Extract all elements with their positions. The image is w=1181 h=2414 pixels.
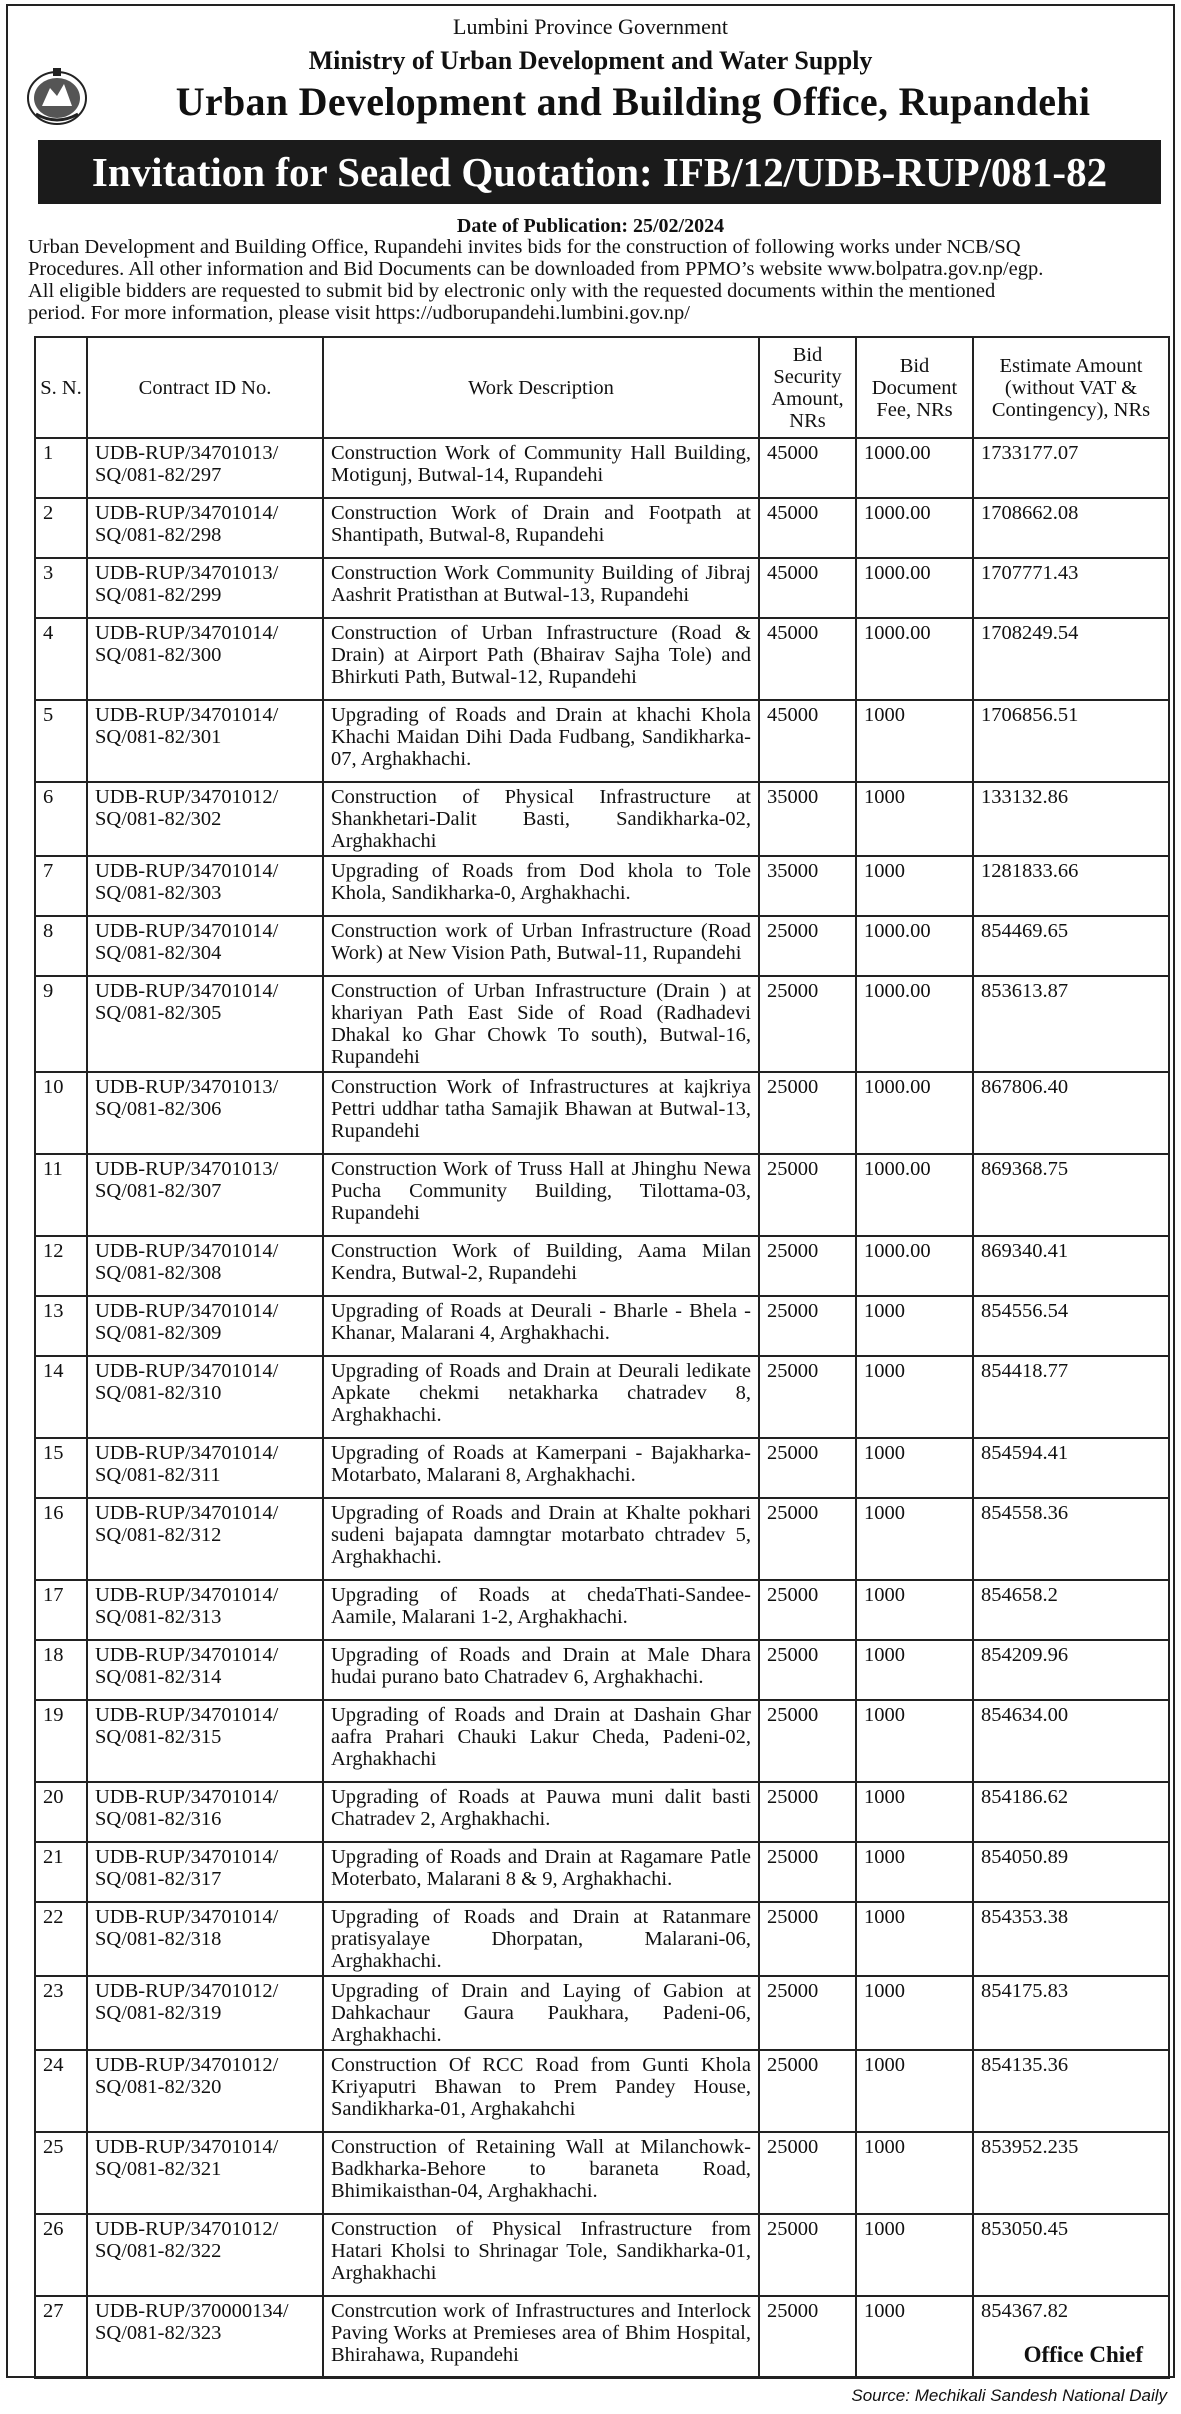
- header-work-description: Work Description: [323, 337, 759, 438]
- sn-cell: 7: [35, 856, 87, 916]
- table-row: [35, 1072, 1169, 1154]
- fee-cell: 1000: [856, 1498, 973, 1580]
- sn-cell: 5: [35, 700, 87, 782]
- fee-cell: 1000.00: [856, 916, 973, 976]
- table-row: [35, 1580, 1169, 1640]
- contract-id-cell: UDB-RUP/34701014/ SQ/081-82/316: [87, 1782, 323, 1842]
- estimate-cell: 853050.45: [973, 2214, 1169, 2296]
- table-row: [35, 1782, 1169, 1842]
- description-cell: Upgrading of Roads at Pauwa muni dalit basti Chatradev 2, Arghakhachi.: [323, 1782, 759, 1842]
- header-contract-id: Contract ID No.: [87, 337, 323, 438]
- contract-id-cell: UDB-RUP/34701014/ SQ/081-82/314: [87, 1640, 323, 1700]
- fee-cell: 1000: [856, 1356, 973, 1438]
- security-cell: 25000: [759, 1072, 856, 1154]
- description-cell: Upgrading of Roads and Drain at Khalte pokhari sudeni bajapata damngtar motarbato chtradev 5, Arghakhachi.: [323, 1498, 759, 1580]
- contract-id-cell: UDB-RUP/34701012/ SQ/081-82/302: [87, 782, 323, 856]
- office-name: Urban Development and Building Office, Rupandehi: [175, 79, 1091, 124]
- sn-cell: 24: [35, 2050, 87, 2132]
- security-cell: 45000: [759, 498, 856, 558]
- sn-cell: 8: [35, 916, 87, 976]
- fee-cell: 1000.00: [856, 976, 973, 1072]
- contract-id-cell: UDB-RUP/370000134/ SQ/081-82/323: [87, 2296, 323, 2378]
- description-cell: Construction of Physical Infrastructure from Hatari Kholsi to Shrinagar Tole, Sandikharka-01, Arghakhachi: [323, 2214, 759, 2296]
- sn-cell: 27: [35, 2296, 87, 2378]
- fee-cell: 1000: [856, 2214, 973, 2296]
- sn-cell: 25: [35, 2132, 87, 2214]
- estimate-cell: 1281833.66: [973, 856, 1169, 916]
- contract-id-cell: UDB-RUP/34701014/ SQ/081-82/303: [87, 856, 323, 916]
- intro-line: Urban Development and Building Office, Rupandehi invites bids for the construction of following works under NCB/SQ: [28, 236, 1021, 258]
- table-row: [35, 498, 1169, 558]
- intro-line: period. For more information, please visit https://udborupandehi.lumbini.gov.np/: [28, 302, 690, 324]
- contract-id-cell: UDB-RUP/34701013/ SQ/081-82/297: [87, 438, 323, 498]
- sn-cell: 10: [35, 1072, 87, 1154]
- table-row: [35, 1296, 1169, 1356]
- fee-cell: 1000: [856, 1842, 973, 1902]
- security-cell: 25000: [759, 1976, 856, 2050]
- estimate-cell: 854353.38: [973, 1902, 1169, 1976]
- security-cell: 25000: [759, 1842, 856, 1902]
- table-row: [35, 1438, 1169, 1498]
- security-cell: 45000: [759, 700, 856, 782]
- contract-id-cell: UDB-RUP/34701014/ SQ/081-82/312: [87, 1498, 323, 1580]
- contract-id-cell: UDB-RUP/34701014/ SQ/081-82/300: [87, 618, 323, 700]
- description-cell: Construction of Physical Infrastructure at Shankhetari-Dalit Basti, Sandikharka-02, Arghakhachi: [323, 782, 759, 856]
- sn-cell: 4: [35, 618, 87, 700]
- sn-cell: 15: [35, 1438, 87, 1498]
- estimate-cell: 869368.75: [973, 1154, 1169, 1236]
- intro-line: Procedures. All other information and Bid Documents can be downloaded from PPMO’s website www.bolpatra.gov.np/egp.: [28, 258, 1044, 280]
- estimate-cell: 1707771.43: [973, 558, 1169, 618]
- security-cell: 35000: [759, 856, 856, 916]
- estimate-cell: 854594.41: [973, 1438, 1169, 1498]
- description-cell: Upgrading of Roads and Drain at Ratanmare pratisyalaye Dhorpatan, Malarani-06, Arghakhachi.: [323, 1902, 759, 1976]
- table-row: [35, 916, 1169, 976]
- table-row: [35, 1356, 1169, 1438]
- table-row: [35, 1902, 1169, 1976]
- estimate-cell: 867806.40: [973, 1072, 1169, 1154]
- table-row: [35, 558, 1169, 618]
- header-bid-security: Bid Security Amount, NRs: [759, 337, 856, 438]
- table-row: [35, 2132, 1169, 2214]
- signature: Office Chief: [1023, 2342, 1143, 2367]
- estimate-cell: 853613.87: [973, 976, 1169, 1072]
- security-cell: 45000: [759, 558, 856, 618]
- sn-cell: 23: [35, 1976, 87, 2050]
- security-cell: 25000: [759, 1498, 856, 1580]
- estimate-cell: 854175.83: [973, 1976, 1169, 2050]
- table-row: [35, 976, 1169, 1072]
- table-row: [35, 2296, 1169, 2378]
- sn-cell: 18: [35, 1640, 87, 1700]
- estimate-cell: 1706856.51: [973, 700, 1169, 782]
- security-cell: 35000: [759, 782, 856, 856]
- fee-cell: 1000: [856, 1782, 973, 1842]
- description-cell: Construction work of Urban Infrastructure (Road Work) at New Vision Path, Butwal-11, Rupandehi: [323, 916, 759, 976]
- estimate-cell: 1708249.54: [973, 618, 1169, 700]
- estimate-cell: 854135.36: [973, 2050, 1169, 2132]
- fee-cell: 1000: [856, 1640, 973, 1700]
- header-sn: S. N.: [35, 337, 87, 438]
- fee-cell: 1000: [856, 782, 973, 856]
- description-cell: Construction Work of Building, Aama Milan Kendra, Butwal-2, Rupandehi: [323, 1236, 759, 1296]
- contract-id-cell: UDB-RUP/34701012/ SQ/081-82/322: [87, 2214, 323, 2296]
- description-cell: Upgrading of Roads and Drain at Ragamare Patle Moterbato, Malarani 8 & 9, Arghakhachi.: [323, 1842, 759, 1902]
- fee-cell: 1000: [856, 1580, 973, 1640]
- sn-cell: 17: [35, 1580, 87, 1640]
- estimate-cell: 854367.82: [973, 2296, 1169, 2378]
- description-cell: Construction of Urban Infrastructure (Road & Drain) at Airport Path (Bhairav Sajha Tole) and Bhirkuti Path, Butwal-12, Rupandehi: [323, 618, 759, 700]
- sn-cell: 20: [35, 1782, 87, 1842]
- table-row: [35, 2214, 1169, 2296]
- estimate-cell: 854186.62: [973, 1782, 1169, 1842]
- description-cell: Upgrading of Roads at chedaThati-Sandee-Aamile, Malarani 1-2, Arghakhachi.: [323, 1580, 759, 1640]
- security-cell: 25000: [759, 1296, 856, 1356]
- fee-cell: 1000: [856, 2132, 973, 2214]
- fee-cell: 1000: [856, 1438, 973, 1498]
- description-cell: Upgrading of Roads and Drain at Deurali ledikate Apkate chekmi netakharka chatradev 8, Arghakhachi.: [323, 1356, 759, 1438]
- notice-header: [8, 6, 1173, 128]
- description-cell: Upgrading of Roads at Deurali - Bharle - Bhela - Khanar, Malarani 4, Arghakhachi.: [323, 1296, 759, 1356]
- fee-cell: 1000: [856, 2296, 973, 2378]
- contract-id-cell: UDB-RUP/34701013/ SQ/081-82/306: [87, 1072, 323, 1154]
- table-row: [35, 700, 1169, 782]
- contracts-table: [34, 336, 1170, 2379]
- estimate-cell: 854050.89: [973, 1842, 1169, 1902]
- description-cell: Construction Work of Infrastructures at kajkriya Pettri uddhar tatha Samajik Bhawan at Butwal-13, Rupandehi: [323, 1072, 759, 1154]
- table-row: [35, 856, 1169, 916]
- fee-cell: 1000.00: [856, 1072, 973, 1154]
- estimate-cell: 854556.54: [973, 1296, 1169, 1356]
- contract-id-cell: UDB-RUP/34701014/ SQ/081-82/317: [87, 1842, 323, 1902]
- fee-cell: 1000: [856, 1700, 973, 1782]
- intro-paragraph: [28, 236, 1163, 324]
- contract-id-cell: UDB-RUP/34701012/ SQ/081-82/320: [87, 2050, 323, 2132]
- contract-id-cell: UDB-RUP/34701014/ SQ/081-82/315: [87, 1700, 323, 1782]
- sn-cell: 9: [35, 976, 87, 1072]
- description-cell: Upgrading of Roads and Drain at Male Dhara hudai purano bato Chatradev 6, Arghakhachi.: [323, 1640, 759, 1700]
- security-cell: 25000: [759, 2214, 856, 2296]
- estimate-cell: 869340.41: [973, 1236, 1169, 1296]
- security-cell: 25000: [759, 916, 856, 976]
- notice-title: Invitation for Sealed Quotation: IFB/12/UDB-RUP/081-82: [38, 140, 1161, 204]
- fee-cell: 1000.00: [856, 438, 973, 498]
- table-row: [35, 782, 1169, 856]
- table-row: [35, 1976, 1169, 2050]
- estimate-cell: 854658.2: [973, 1580, 1169, 1640]
- table-row: [35, 1498, 1169, 1580]
- description-cell: Upgrading of Roads from Dod khola to Tole Khola, Sandikharka-0, Arghakhachi.: [323, 856, 759, 916]
- contract-id-cell: UDB-RUP/34701014/ SQ/081-82/309: [87, 1296, 323, 1356]
- security-cell: 25000: [759, 1782, 856, 1842]
- security-cell: 25000: [759, 1154, 856, 1236]
- sn-cell: 12: [35, 1236, 87, 1296]
- fee-cell: 1000: [856, 2050, 973, 2132]
- description-cell: Upgrading of Roads and Drain at khachi Khola Khachi Maidan Dihi Dada Fudbang, Sandikharka-07, Arghakhachi.: [323, 700, 759, 782]
- sn-cell: 11: [35, 1154, 87, 1236]
- header-estimate: Estimate Amount (without VAT & Contingency), NRs: [973, 337, 1169, 438]
- fee-cell: 1000.00: [856, 558, 973, 618]
- sn-cell: 6: [35, 782, 87, 856]
- security-cell: 25000: [759, 1438, 856, 1498]
- estimate-cell: 854418.77: [973, 1356, 1169, 1438]
- sn-cell: 14: [35, 1356, 87, 1438]
- contract-id-cell: UDB-RUP/34701012/ SQ/081-82/319: [87, 1976, 323, 2050]
- table-row: [35, 2050, 1169, 2132]
- security-cell: 25000: [759, 976, 856, 1072]
- description-cell: Construction Work of Community Hall Building, Motigunj, Butwal-14, Rupandehi: [323, 438, 759, 498]
- table-row: [35, 1236, 1169, 1296]
- header-bid-fee: Bid Document Fee, NRs: [856, 337, 973, 438]
- security-cell: 25000: [759, 1580, 856, 1640]
- sn-cell: 21: [35, 1842, 87, 1902]
- contract-id-cell: UDB-RUP/34701014/ SQ/081-82/318: [87, 1902, 323, 1976]
- security-cell: 25000: [759, 1902, 856, 1976]
- table-row: [35, 1640, 1169, 1700]
- contract-id-cell: UDB-RUP/34701014/ SQ/081-82/298: [87, 498, 323, 558]
- security-cell: 45000: [759, 618, 856, 700]
- fee-cell: 1000.00: [856, 1236, 973, 1296]
- fee-cell: 1000: [856, 856, 973, 916]
- table-row: [35, 1700, 1169, 1782]
- security-cell: 25000: [759, 1356, 856, 1438]
- table-header-row: [35, 337, 1169, 438]
- contract-id-cell: UDB-RUP/34701013/ SQ/081-82/307: [87, 1154, 323, 1236]
- contract-id-cell: UDB-RUP/34701014/ SQ/081-82/321: [87, 2132, 323, 2214]
- security-cell: 25000: [759, 1236, 856, 1296]
- contract-id-cell: UDB-RUP/34701014/ SQ/081-82/310: [87, 1356, 323, 1438]
- sn-cell: 16: [35, 1498, 87, 1580]
- contract-id-cell: UDB-RUP/34701014/ SQ/081-82/311: [87, 1438, 323, 1498]
- source-credit: Source: Mechikali Sandesh National Daily: [851, 2386, 1167, 2405]
- estimate-cell: 854209.96: [973, 1640, 1169, 1700]
- fee-cell: 1000.00: [856, 1154, 973, 1236]
- fee-cell: 1000.00: [856, 618, 973, 700]
- description-cell: Upgrading of Roads and Drain at Dashain Ghar aafra Prahari Chauki Lakur Cheda, Padeni-02, Arghakhachi: [323, 1700, 759, 1782]
- contract-id-cell: UDB-RUP/34701013/ SQ/081-82/299: [87, 558, 323, 618]
- fee-cell: 1000: [856, 1296, 973, 1356]
- government-name: Lumbini Province Government: [453, 14, 728, 39]
- ministry-name: Ministry of Urban Development and Water Supply: [308, 46, 873, 75]
- sn-cell: 26: [35, 2214, 87, 2296]
- security-cell: 25000: [759, 2296, 856, 2378]
- contract-id-cell: UDB-RUP/34701014/ SQ/081-82/313: [87, 1580, 323, 1640]
- fee-cell: 1000: [856, 700, 973, 782]
- intro-line: All eligible bidders are requested to submit bid by electronic only with the requested documents within the mentioned: [28, 280, 996, 302]
- estimate-cell: 854558.36: [973, 1498, 1169, 1580]
- contract-id-cell: UDB-RUP/34701014/ SQ/081-82/305: [87, 976, 323, 1072]
- description-cell: Construction Work of Truss Hall at Jhinghu Newa Pucha Community Building, Tilottama-03, Rupandehi: [323, 1154, 759, 1236]
- sn-cell: 19: [35, 1700, 87, 1782]
- security-cell: 25000: [759, 2132, 856, 2214]
- description-cell: Constrcution work of Infrastructures and Interlock Paving Works at Premieses area of Bhim Hospital, Bhirahawa, Rupandehi: [323, 2296, 759, 2378]
- fee-cell: 1000: [856, 1976, 973, 2050]
- estimate-cell: 854634.00: [973, 1700, 1169, 1782]
- estimate-cell: 853952.235: [973, 2132, 1169, 2214]
- table-row: [35, 1842, 1169, 1902]
- sn-cell: 22: [35, 1902, 87, 1976]
- table-row: [35, 1154, 1169, 1236]
- description-cell: Construction Of RCC Road from Gunti Khola Kriyaputri Bhawan to Prem Pandey House, Sandikharka-01, Arghakahchi: [323, 2050, 759, 2132]
- description-cell: Upgrading of Drain and Laying of Gabion at Dahkachaur Gaura Paukhara, Padeni-06, Arghakhachi.: [323, 1976, 759, 2050]
- notice-frame: [6, 4, 1175, 2378]
- contract-id-cell: UDB-RUP/34701014/ SQ/081-82/308: [87, 1236, 323, 1296]
- description-cell: Construction of Urban Infrastructure (Drain ) at khariyan Path East Side of Road (Radhadevi Dhakal ko Ghar Chowk To south), Butwal-16, Rupandehi: [323, 976, 759, 1072]
- contract-id-cell: UDB-RUP/34701014/ SQ/081-82/301: [87, 700, 323, 782]
- table-row: [35, 438, 1169, 498]
- description-cell: Construction of Retaining Wall at Milanchowk-Badkharka-Behore to baraneta Road, Bhimikaisthan-04, Arghakhachi.: [323, 2132, 759, 2214]
- estimate-cell: 1708662.08: [973, 498, 1169, 558]
- security-cell: 25000: [759, 2050, 856, 2132]
- description-cell: Construction Work of Drain and Footpath at Shantipath, Butwal-8, Rupandehi: [323, 498, 759, 558]
- fee-cell: 1000.00: [856, 498, 973, 558]
- sn-cell: 2: [35, 498, 87, 558]
- table-row: [35, 618, 1169, 700]
- estimate-cell: 133132.86: [973, 782, 1169, 856]
- sn-cell: 3: [35, 558, 87, 618]
- fee-cell: 1000: [856, 1902, 973, 1976]
- sn-cell: 1: [35, 438, 87, 498]
- description-cell: Upgrading of Roads at Kamerpani - Bajakharka-Motarbato, Malarani 8, Arghakhachi.: [323, 1438, 759, 1498]
- security-cell: 25000: [759, 1700, 856, 1782]
- sn-cell: 13: [35, 1296, 87, 1356]
- security-cell: 25000: [759, 1640, 856, 1700]
- estimate-cell: 854469.65: [973, 916, 1169, 976]
- publication-date: Date of Publication: 25/02/2024: [456, 215, 725, 237]
- estimate-cell: 1733177.07: [973, 438, 1169, 498]
- description-cell: Construction Work Community Building of Jibraj Aashrit Pratisthan at Butwal-13, Rupandehi: [323, 558, 759, 618]
- security-cell: 45000: [759, 438, 856, 498]
- contract-id-cell: UDB-RUP/34701014/ SQ/081-82/304: [87, 916, 323, 976]
